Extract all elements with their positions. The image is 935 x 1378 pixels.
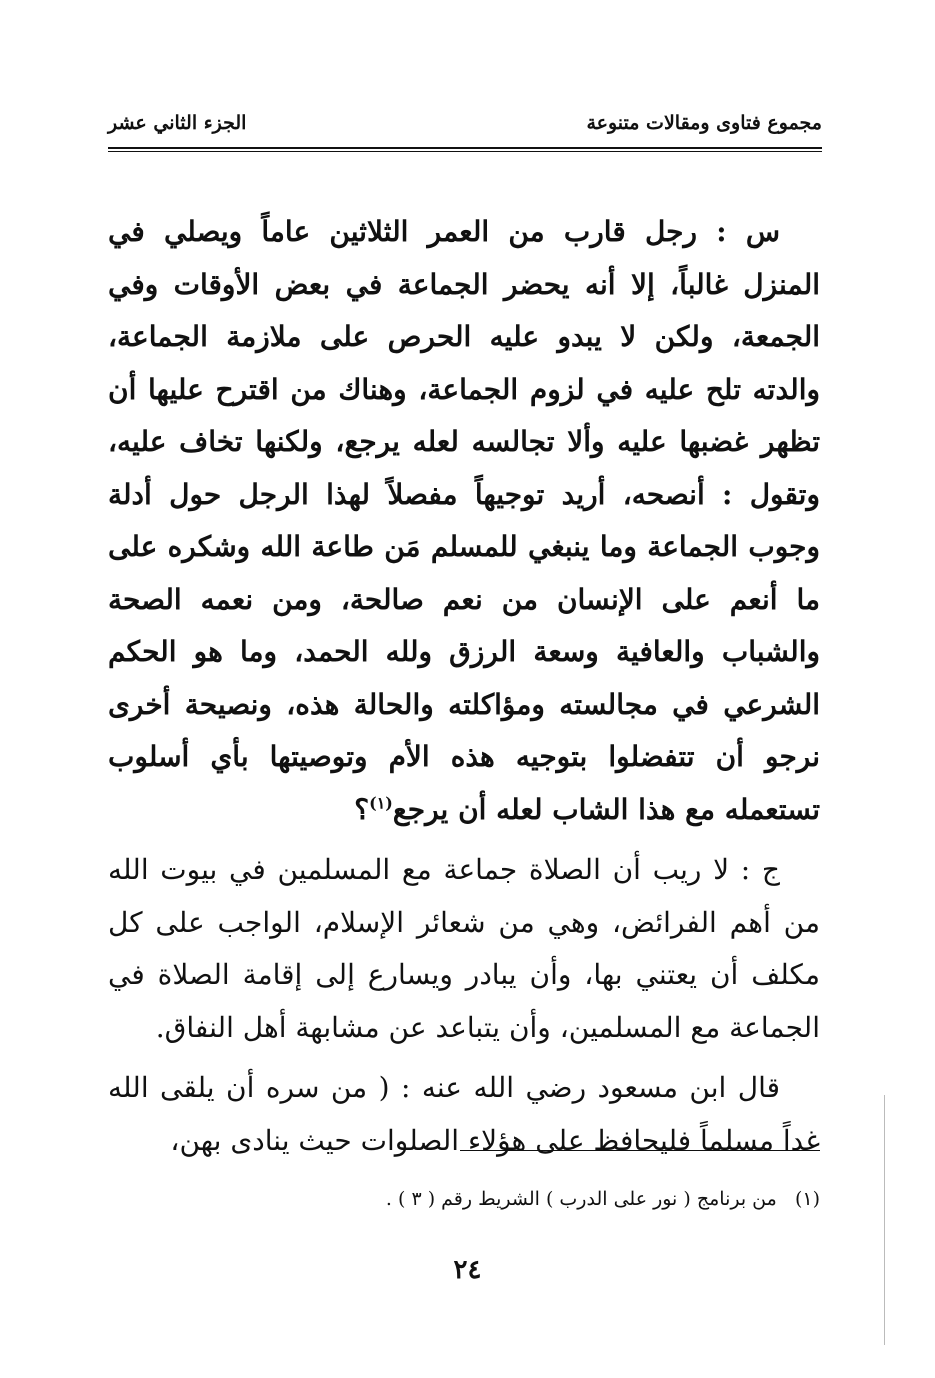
quote-text: قال ابن مسعود رضي الله عنه : ( من سره أن يلقى الله غداً مسلماً فليحافظ على هؤلاء الصلوات حيث ينادى بهن، bbox=[108, 1071, 820, 1157]
question-marker: س : bbox=[716, 215, 781, 248]
page-number: ٢٤ bbox=[453, 1255, 482, 1285]
quote-paragraph bbox=[108, 1062, 820, 1167]
question-text: رجل قارب من العمر الثلاثين عاماً ويصلي في المنزل غالباً، إلا أنه يحضر الجماعة في بعض الأوقات وفي الجمعة، ولكن لا يبدو عليه الحرص على ملازمة الجماعة، والدته تلح عليه في لزوم الجماعة، وهناك من اقترح عليها أن تظهر غضبها عليه وألا تجالسه لعله يرجع، ولكنها تخاف عليه، وتقول : أنصحه، أريد توجيهاً مفصلاً لهذا الرجل حول أدلة وجوب الجماعة وما ينبغي للمسلم مَن طاعة الله وشكره على ما أنعم على الإنسان من نعم صالحة، ومن نعمه الصحة والشباب والعافية وسعة الرزق ولله الحمد، وما هو الحكم الشرعي في مجالسته ومؤاكلته والحالة هذه، ونصيحة أخرى نرجو أن تتفضلوا بتوجيه هذه الأم وتوصيتها بأي أسلوب تستعمله مع هذا الشاب لعله أن يرجع bbox=[108, 215, 821, 826]
answer-paragraph bbox=[108, 844, 820, 1054]
footnote-reference[interactable]: (١) bbox=[369, 793, 393, 813]
main-text bbox=[108, 206, 820, 1175]
running-header bbox=[108, 112, 822, 146]
question-end: ؟ bbox=[354, 792, 370, 826]
answer-marker: ج : bbox=[740, 853, 780, 886]
footnote-divider bbox=[460, 1150, 820, 1151]
footnote-text: من برنامج ( نور على الدرب ) الشريط رقم ( ٣ ) . bbox=[385, 1188, 777, 1210]
header-divider bbox=[108, 147, 822, 152]
footnote bbox=[108, 1188, 820, 1210]
page-edge-line bbox=[884, 1095, 885, 1345]
volume-label: الجزء الثاني عشر bbox=[108, 112, 247, 134]
footnote-number: (١) bbox=[794, 1188, 820, 1210]
answer-text: لا ريب أن الصلاة جماعة مع المسلمين في بيوت الله من أهم الفرائض، وهي من شعائر الإسلام، الواجب على كل مكلف أن يعتني بها، وأن يبادر ويسارع إلى إقامة الصلاة في الجماعة مع المسلمين، وأن يتباعد عن مشابهة أهل النفاق. bbox=[108, 853, 820, 1044]
question-paragraph bbox=[108, 206, 820, 836]
book-title: مجموع فتاوى ومقالات متنوعة bbox=[586, 112, 822, 134]
